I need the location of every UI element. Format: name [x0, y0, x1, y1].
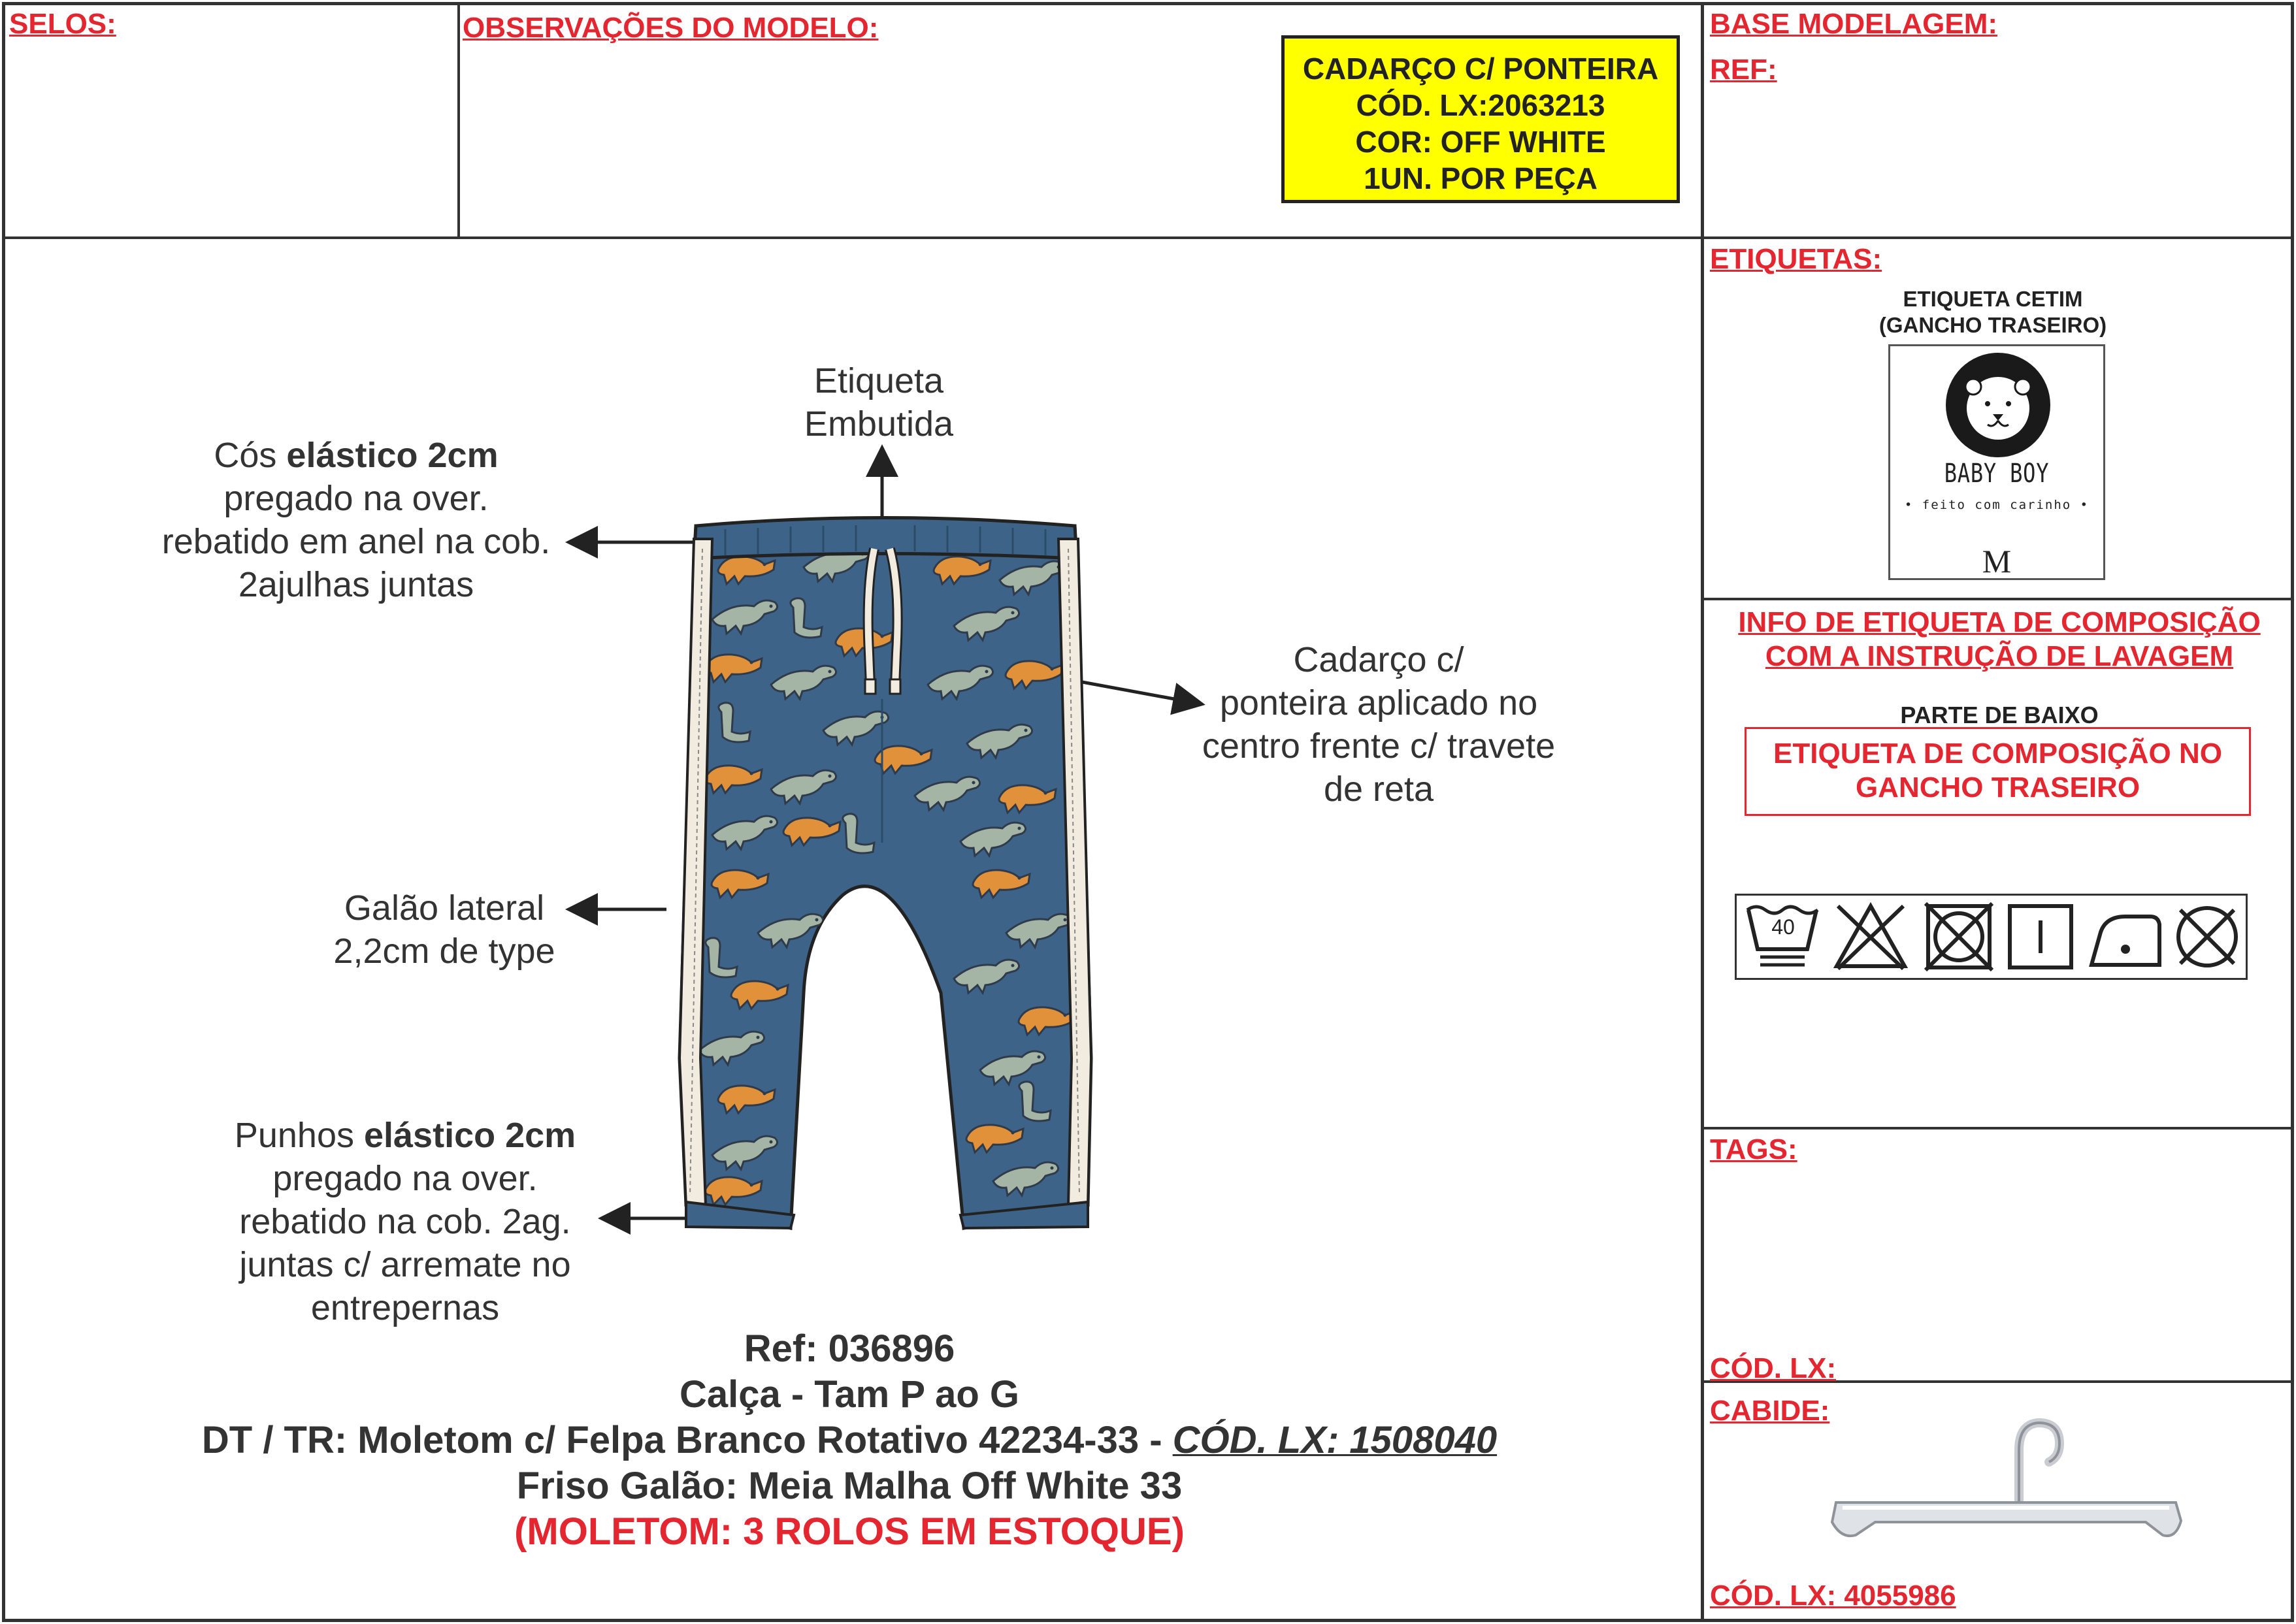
selos-label: SELOS:: [9, 8, 116, 40]
no-dry-clean-icon: [2171, 901, 2243, 973]
note-line: 2ajulhas juntas: [238, 565, 474, 604]
caption-line: (GANCHO TRASEIRO): [1878, 313, 2107, 337]
info-title-line: INFO DE ETIQUETA DE COMPOSIÇÃO: [1738, 606, 2261, 638]
label-brand: BABY BOY: [1944, 459, 2050, 489]
note-line: Embutida: [804, 404, 954, 444]
care-symbols-strip: [1735, 894, 2248, 980]
product-ref: Ref: 036896: [744, 1327, 955, 1370]
etiquetas-label: ETIQUETAS:: [1710, 243, 1882, 275]
info-title: [1707, 606, 2292, 674]
product-trim: Friso Galão: Meia Malha Off White 33: [516, 1465, 1183, 1507]
cabide-label: CABIDE:: [1710, 1395, 1830, 1427]
cabide-cod: CÓD. LX: 4055986: [1710, 1580, 1956, 1612]
note-line: pregado na over.: [223, 479, 489, 518]
note-line: centro frente c/ travete: [1202, 726, 1556, 766]
callout-line: CADARÇO C/ PONTEIRA: [1302, 52, 1659, 86]
note-line: juntas c/ arremate no: [239, 1245, 571, 1284]
note-line: pregado na over.: [272, 1159, 538, 1198]
waistband: [694, 518, 1077, 559]
note-line: de reta: [1323, 770, 1434, 809]
composicao-line: ETIQUETA DE COMPOSIÇÃO NO: [1773, 738, 2222, 770]
caption-line: ETIQUETA CETIM: [1903, 287, 2083, 311]
fabric-code: CÓD. LX: 1508040: [1172, 1419, 1498, 1461]
label-size: M: [1982, 543, 2012, 579]
parte-de-baixo: PARTE DE BAIXO: [1900, 702, 2099, 728]
etiqueta-cetim-caption: [1869, 286, 2117, 338]
callout-line: COR: OFF WHITE: [1355, 125, 1606, 159]
base-modelagem-label: BASE MODELAGEM:: [1710, 8, 1997, 40]
callout-line: CÓD. LX:2063213: [1356, 88, 1605, 122]
note-text: Cós: [214, 436, 287, 475]
label-tagline: • feito com carinho •: [1904, 498, 2090, 512]
line-dry-icon: [2005, 901, 2076, 973]
no-tumble-dry-icon: [1923, 901, 1995, 973]
lion-logo-icon: [1939, 346, 2057, 464]
note-line: rebatido em anel na cob.: [161, 522, 551, 561]
note-line: rebatido na cob. 2ag.: [239, 1202, 571, 1241]
note-line: Galão lateral: [344, 888, 545, 928]
note-line: Etiqueta: [813, 361, 944, 400]
fabric-desc: DT / TR: Moletom c/ Felpa Branco Rotativo 42234-33 -: [201, 1419, 1173, 1461]
stock-note: (MOLETOM: 3 ROLOS EM ESTOQUE): [514, 1510, 1185, 1553]
note-bold: elástico 2cm: [363, 1116, 576, 1155]
note-line: 2,2cm de type: [333, 932, 555, 971]
satin-label: [1888, 344, 2105, 580]
no-bleach-icon: [1831, 901, 1910, 973]
note-bold: elástico 2cm: [286, 436, 499, 475]
product-fabric: [0, 1418, 1699, 1463]
note-line: ponteira aplicado no: [1219, 683, 1538, 723]
iron-low-icon: [2086, 902, 2165, 974]
product-info: [0, 1326, 1699, 1555]
ref-label: REF:: [1710, 54, 1777, 86]
callout-line: 1UN. POR PEÇA: [1364, 161, 1598, 195]
product-name: Calça - Tam P ao G: [679, 1373, 1020, 1416]
observacoes-label: OBSERVAÇÕES DO MODELO:: [463, 12, 879, 44]
note-text: Punhos: [234, 1116, 364, 1155]
composicao-box: [1745, 727, 2251, 816]
tags-cod: CÓD. LX:: [1710, 1352, 1837, 1384]
note-line: Cadarço c/: [1293, 640, 1464, 679]
note-line: entrepernas: [310, 1288, 500, 1327]
wash-temp: 40: [1771, 915, 1795, 939]
hanger-image: [1823, 1411, 2189, 1555]
composicao-line: GANCHO TRASEIRO: [1855, 771, 2140, 804]
tags-label: TAGS:: [1710, 1133, 1797, 1165]
info-title-line: COM A INSTRUÇÃO DE LAVAGEM: [1765, 640, 2234, 672]
